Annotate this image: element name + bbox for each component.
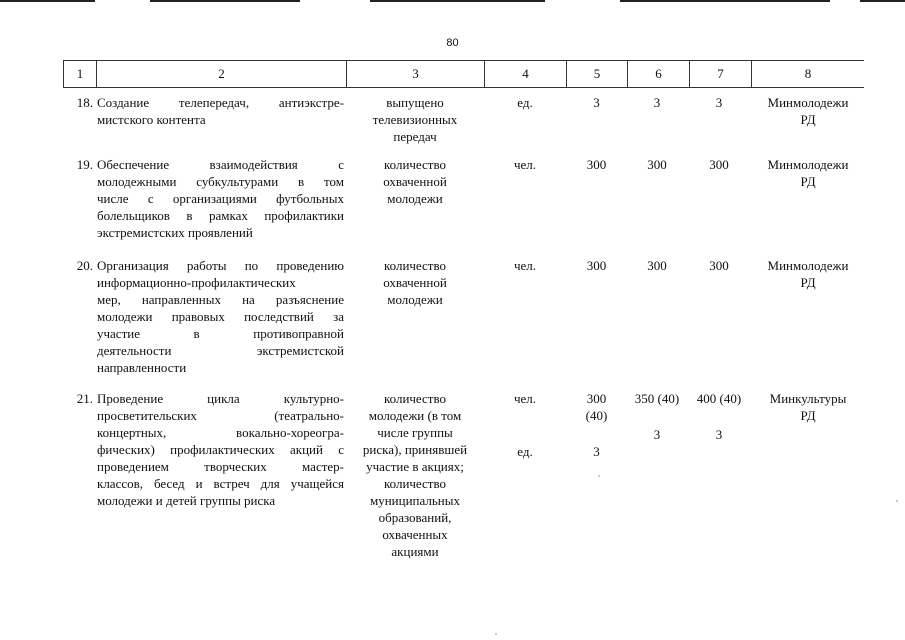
row-indicator xyxy=(348,257,482,308)
col-header-5: 5 xyxy=(567,61,628,87)
col-header-1: 1 xyxy=(64,61,97,87)
row-name-line: концертных, вокально-хореогра- xyxy=(97,425,344,440)
row-name-line: классов, бесед и встреч для учащейся xyxy=(97,476,344,491)
scan-top-edge xyxy=(0,0,905,3)
row-executor xyxy=(753,156,863,190)
col-header-3: 3 xyxy=(347,61,485,87)
row-number: 21. xyxy=(76,391,93,406)
col-header-6: 6 xyxy=(628,61,690,87)
row-name xyxy=(97,156,344,241)
scan-speck xyxy=(598,475,600,477)
row-unit: ед. xyxy=(517,95,533,110)
row-indicator-line: охваченной xyxy=(383,174,447,189)
row-indicator-line: количество xyxy=(383,476,447,491)
row-value-7: 3 xyxy=(715,95,723,110)
col-header-4: 4 xyxy=(485,61,567,87)
row-indicator-line: количество xyxy=(383,157,447,172)
row-executor-line: Минкультуры xyxy=(769,391,847,406)
row-value-5-line: (40) xyxy=(585,408,608,423)
row-name-line: мистского контента xyxy=(97,112,206,127)
row-value-5: 300 xyxy=(586,258,607,273)
row-name-line: направленности xyxy=(97,360,187,375)
row-name-line: фических) профилактических акций с xyxy=(97,442,344,457)
row-executor xyxy=(753,390,863,424)
row-executor-line: Минмолодежи xyxy=(767,95,849,110)
row-indicator xyxy=(348,390,482,560)
row-name-line: экстремистских проявлений xyxy=(97,225,253,240)
row-executor-line: РД xyxy=(800,275,816,290)
row-indicator xyxy=(348,94,482,145)
row-name-line: деятельности экстремистской xyxy=(97,343,344,358)
row-name-line: молодежи и детей группы риска xyxy=(97,493,276,508)
row-value-5-second: 3 xyxy=(593,444,600,459)
row-name xyxy=(97,390,344,509)
row-name-line: мер, направленных на разъяснение xyxy=(97,292,344,307)
row-value-6: 3 xyxy=(653,95,661,110)
row-executor-line: РД xyxy=(800,174,816,189)
table-header xyxy=(63,60,864,88)
row-name-line: молодежными субкультурами в том xyxy=(97,174,344,189)
row-name-line: проведением творческих мастер- xyxy=(97,459,344,474)
row-indicator-line: телевизионных xyxy=(372,112,458,127)
row-executor xyxy=(753,257,863,291)
row-value-7-second: 3 xyxy=(715,427,723,442)
scan-speck xyxy=(896,500,898,502)
row-name-line: числе с организациями футбольных xyxy=(97,191,344,206)
row-value-5: 300 xyxy=(586,157,607,172)
col-header-7: 7 xyxy=(690,61,752,87)
row-unit: чел. xyxy=(513,157,537,172)
row-value-7: 400 (40) xyxy=(696,391,742,406)
row-value-6: 350 (40) xyxy=(634,391,680,406)
row-name xyxy=(97,94,344,128)
row-indicator-line: количество xyxy=(383,258,447,273)
row-value-7: 300 xyxy=(709,157,729,172)
row-value-6-second: 3 xyxy=(653,427,661,442)
page-number: 80 xyxy=(446,37,459,49)
scan-speck xyxy=(495,633,497,635)
col-header-2: 2 xyxy=(97,61,347,87)
row-executor xyxy=(753,94,863,128)
row-executor-line: РД xyxy=(800,112,816,127)
row-indicator-line: выпущено xyxy=(386,95,444,110)
row-value-6: 300 xyxy=(647,258,667,273)
row-unit-second: ед. xyxy=(517,444,533,459)
row-indicator-line: акциями xyxy=(391,544,439,559)
row-name-line: Организация работы по проведению xyxy=(97,258,344,273)
row-name-line: просветительских (театрально- xyxy=(97,408,344,423)
row-name-line: информационно-профилактических xyxy=(97,275,296,290)
row-executor-line: Минмолодежи xyxy=(767,258,849,273)
row-value-6: 300 xyxy=(647,157,667,172)
row-indicator xyxy=(348,156,482,207)
row-indicator-line: количество xyxy=(383,391,447,406)
row-name xyxy=(97,257,344,376)
row-name-line: Создание телепередач, антиэкстре- xyxy=(97,95,344,110)
row-indicator-line: числе группы xyxy=(377,425,453,440)
row-number: 20. xyxy=(76,258,93,273)
row-indicator-line: молодежи xyxy=(387,191,443,206)
row-value-5 xyxy=(568,390,625,424)
row-value-5: 3 xyxy=(593,95,600,110)
row-value-7: 300 xyxy=(709,258,729,273)
row-executor-line: Минмолодежи xyxy=(767,157,849,172)
col-header-8: 8 xyxy=(804,66,812,81)
row-name-line: участие в противоправной xyxy=(97,326,344,341)
row-number: 19. xyxy=(76,157,93,172)
row-indicator-line: участие в акциях; xyxy=(366,459,464,474)
row-indicator-line: охваченных xyxy=(382,527,448,542)
row-number: 18. xyxy=(76,95,93,110)
row-indicator-line: муниципальных xyxy=(369,493,460,508)
row-value-5-line: 300 xyxy=(586,391,607,406)
row-indicator-line: молодежи (в том xyxy=(368,408,462,423)
row-indicator-line: передач xyxy=(393,129,437,144)
row-unit: чел. xyxy=(513,391,537,406)
row-indicator-line: образований, xyxy=(378,510,452,525)
row-indicator-line: охваченной xyxy=(383,275,447,290)
row-indicator-line: риска), принявшей xyxy=(362,442,468,457)
row-executor-line: РД xyxy=(800,408,816,423)
row-indicator-line: молодежи xyxy=(387,292,443,307)
row-name-line: Обеспечение взаимодействия с xyxy=(97,157,344,172)
row-unit: чел. xyxy=(513,258,537,273)
row-name-line: Проведение цикла культурно- xyxy=(97,391,344,406)
row-name-line: болельщиков в рамках профилактики xyxy=(97,208,344,223)
row-name-line: молодежи правовых последствий за xyxy=(97,309,344,324)
